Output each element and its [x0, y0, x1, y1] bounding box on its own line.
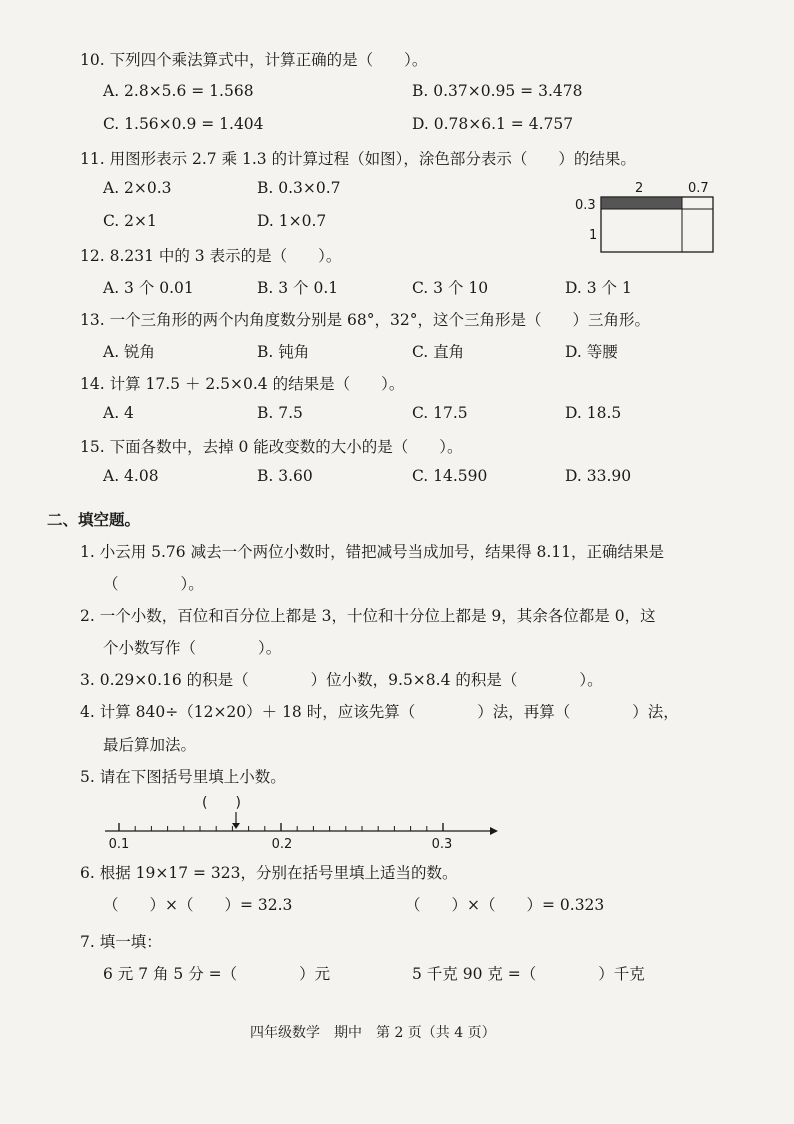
figure-label-0-3: 0.3 [575, 198, 596, 213]
fill-q2-line1: 2. 一个小数，百位和百分位上都是 3，十位和十分位上都是 9，其余各位都是 0，这 [80, 607, 656, 625]
figure-label-1: 1 [589, 228, 598, 243]
question-10-option-b: B. 0.37×0.95 = 3.478 [412, 82, 583, 100]
fill-q1-line1: 1. 小云用 5.76 减去一个两位小数时，错把减号当成加号，结果得 8.11，正确结果是 [80, 543, 665, 561]
fill-q3-line1: 3. 0.29×0.16 的积是（ ）位小数，9.5×8.4 的积是（ ）。 [80, 671, 603, 689]
question-11-option-a: A. 2×0.3 [103, 179, 172, 197]
fill-q7-blank-1: 6 元 7 角 5 分 =（ ）元 [103, 965, 331, 983]
question-14-option-b: B. 7.5 [257, 404, 303, 422]
page-footer: 四年级数学 期中 第 2 页（共 4 页） [250, 1025, 496, 1041]
fill-q6-equation-2: （ ）×（ ）= 0.323 [405, 896, 605, 914]
question-10-option-c: C. 1.56×0.9 = 1.404 [103, 115, 264, 133]
number-line-ticks [119, 823, 443, 831]
fill-q7-blank-2: 5 千克 90 克 =（ ）千克 [412, 965, 645, 983]
question-11-option-d: D. 1×0.7 [257, 212, 327, 230]
question-15-option-b: B. 3.60 [257, 467, 313, 485]
fill-q5-line1: 5. 请在下图括号里填上小数。 [80, 768, 286, 786]
question-14-option-d: D. 18.5 [565, 404, 622, 422]
question-10-stem: 10. 下列四个乘法算式中，计算正确的是（ ）。 [80, 51, 428, 69]
fill-q4-line1: 4. 计算 840÷（12×20）＋ 18 时，应该先算（ ）法，再算（ ）法， [80, 703, 679, 721]
question-14-stem: 14. 计算 17.5 ＋ 2.5×0.4 的结果是（ ）。 [80, 375, 405, 393]
question-10-option-a: A. 2.8×5.6 = 1.568 [103, 82, 254, 100]
figure-label-0-7: 0.7 [688, 181, 709, 196]
question-12-option-d: D. 3 个 1 [565, 279, 632, 297]
question-15-option-d: D. 33.90 [565, 467, 632, 485]
question-11-option-c: C. 2×1 [103, 212, 157, 230]
section-2-title: 二、填空题。 [47, 510, 141, 529]
number-line-pointer-head [232, 823, 240, 829]
area-model-figure [570, 175, 720, 255]
question-14-option-a: A. 4 [103, 404, 134, 422]
fill-q4-line2: 最后算加法。 [103, 736, 197, 754]
figure-label-2: 2 [635, 181, 644, 196]
question-12-option-a: A. 3 个 0.01 [103, 279, 194, 297]
number-line-label-0-2: 0.2 [271, 837, 293, 852]
question-12-option-c: C. 3 个 10 [412, 279, 489, 297]
question-12-stem: 12. 8.231 中的 3 表示的是（ ）。 [80, 247, 342, 265]
question-15-stem: 15. 下面各数中，去掉 0 能改变数的大小的是（ ）。 [80, 438, 463, 456]
number-line-label-0-3: 0.3 [431, 837, 453, 852]
question-13-option-a: A. 锐角 [103, 343, 156, 361]
number-line-bracket: ( ) [202, 795, 241, 811]
question-11-option-b: B. 0.3×0.7 [257, 179, 341, 197]
question-13-option-c: C. 直角 [412, 343, 465, 361]
question-12-option-b: B. 3 个 0.1 [257, 279, 339, 297]
number-line-arrow [490, 827, 498, 835]
question-15-option-c: C. 14.590 [412, 467, 488, 485]
question-13-option-d: D. 等腰 [565, 343, 618, 361]
fill-q6-line1: 6. 根据 19×17 = 323，分别在括号里填上适当的数。 [80, 864, 458, 882]
question-13-option-b: B. 钝角 [257, 343, 310, 361]
fill-q7-line1: 7. 填一填： [80, 933, 162, 951]
number-line [100, 790, 500, 852]
question-10-option-d: D. 0.78×6.1 = 4.757 [412, 115, 574, 133]
fill-q6-equation-1: （ ）×（ ）= 32.3 [103, 896, 293, 914]
number-line-label-0-1: 0.1 [108, 837, 130, 852]
question-11-stem: 11. 用图形表示 2.7 乘 1.3 的计算过程（如图），涂色部分表示（ ）的结果。 [80, 150, 636, 168]
question-13-stem: 13. 一个三角形的两个内角度数分别是 68°，32°，这个三角形是（ ）三角形。 [80, 311, 650, 329]
fill-q2-line2: 个小数写作（ ）。 [103, 639, 282, 657]
fill-q1-line2: （ ）。 [103, 575, 204, 593]
question-15-option-a: A. 4.08 [103, 467, 159, 485]
question-14-option-c: C. 17.5 [412, 404, 468, 422]
figure-shaded-part [601, 197, 682, 209]
